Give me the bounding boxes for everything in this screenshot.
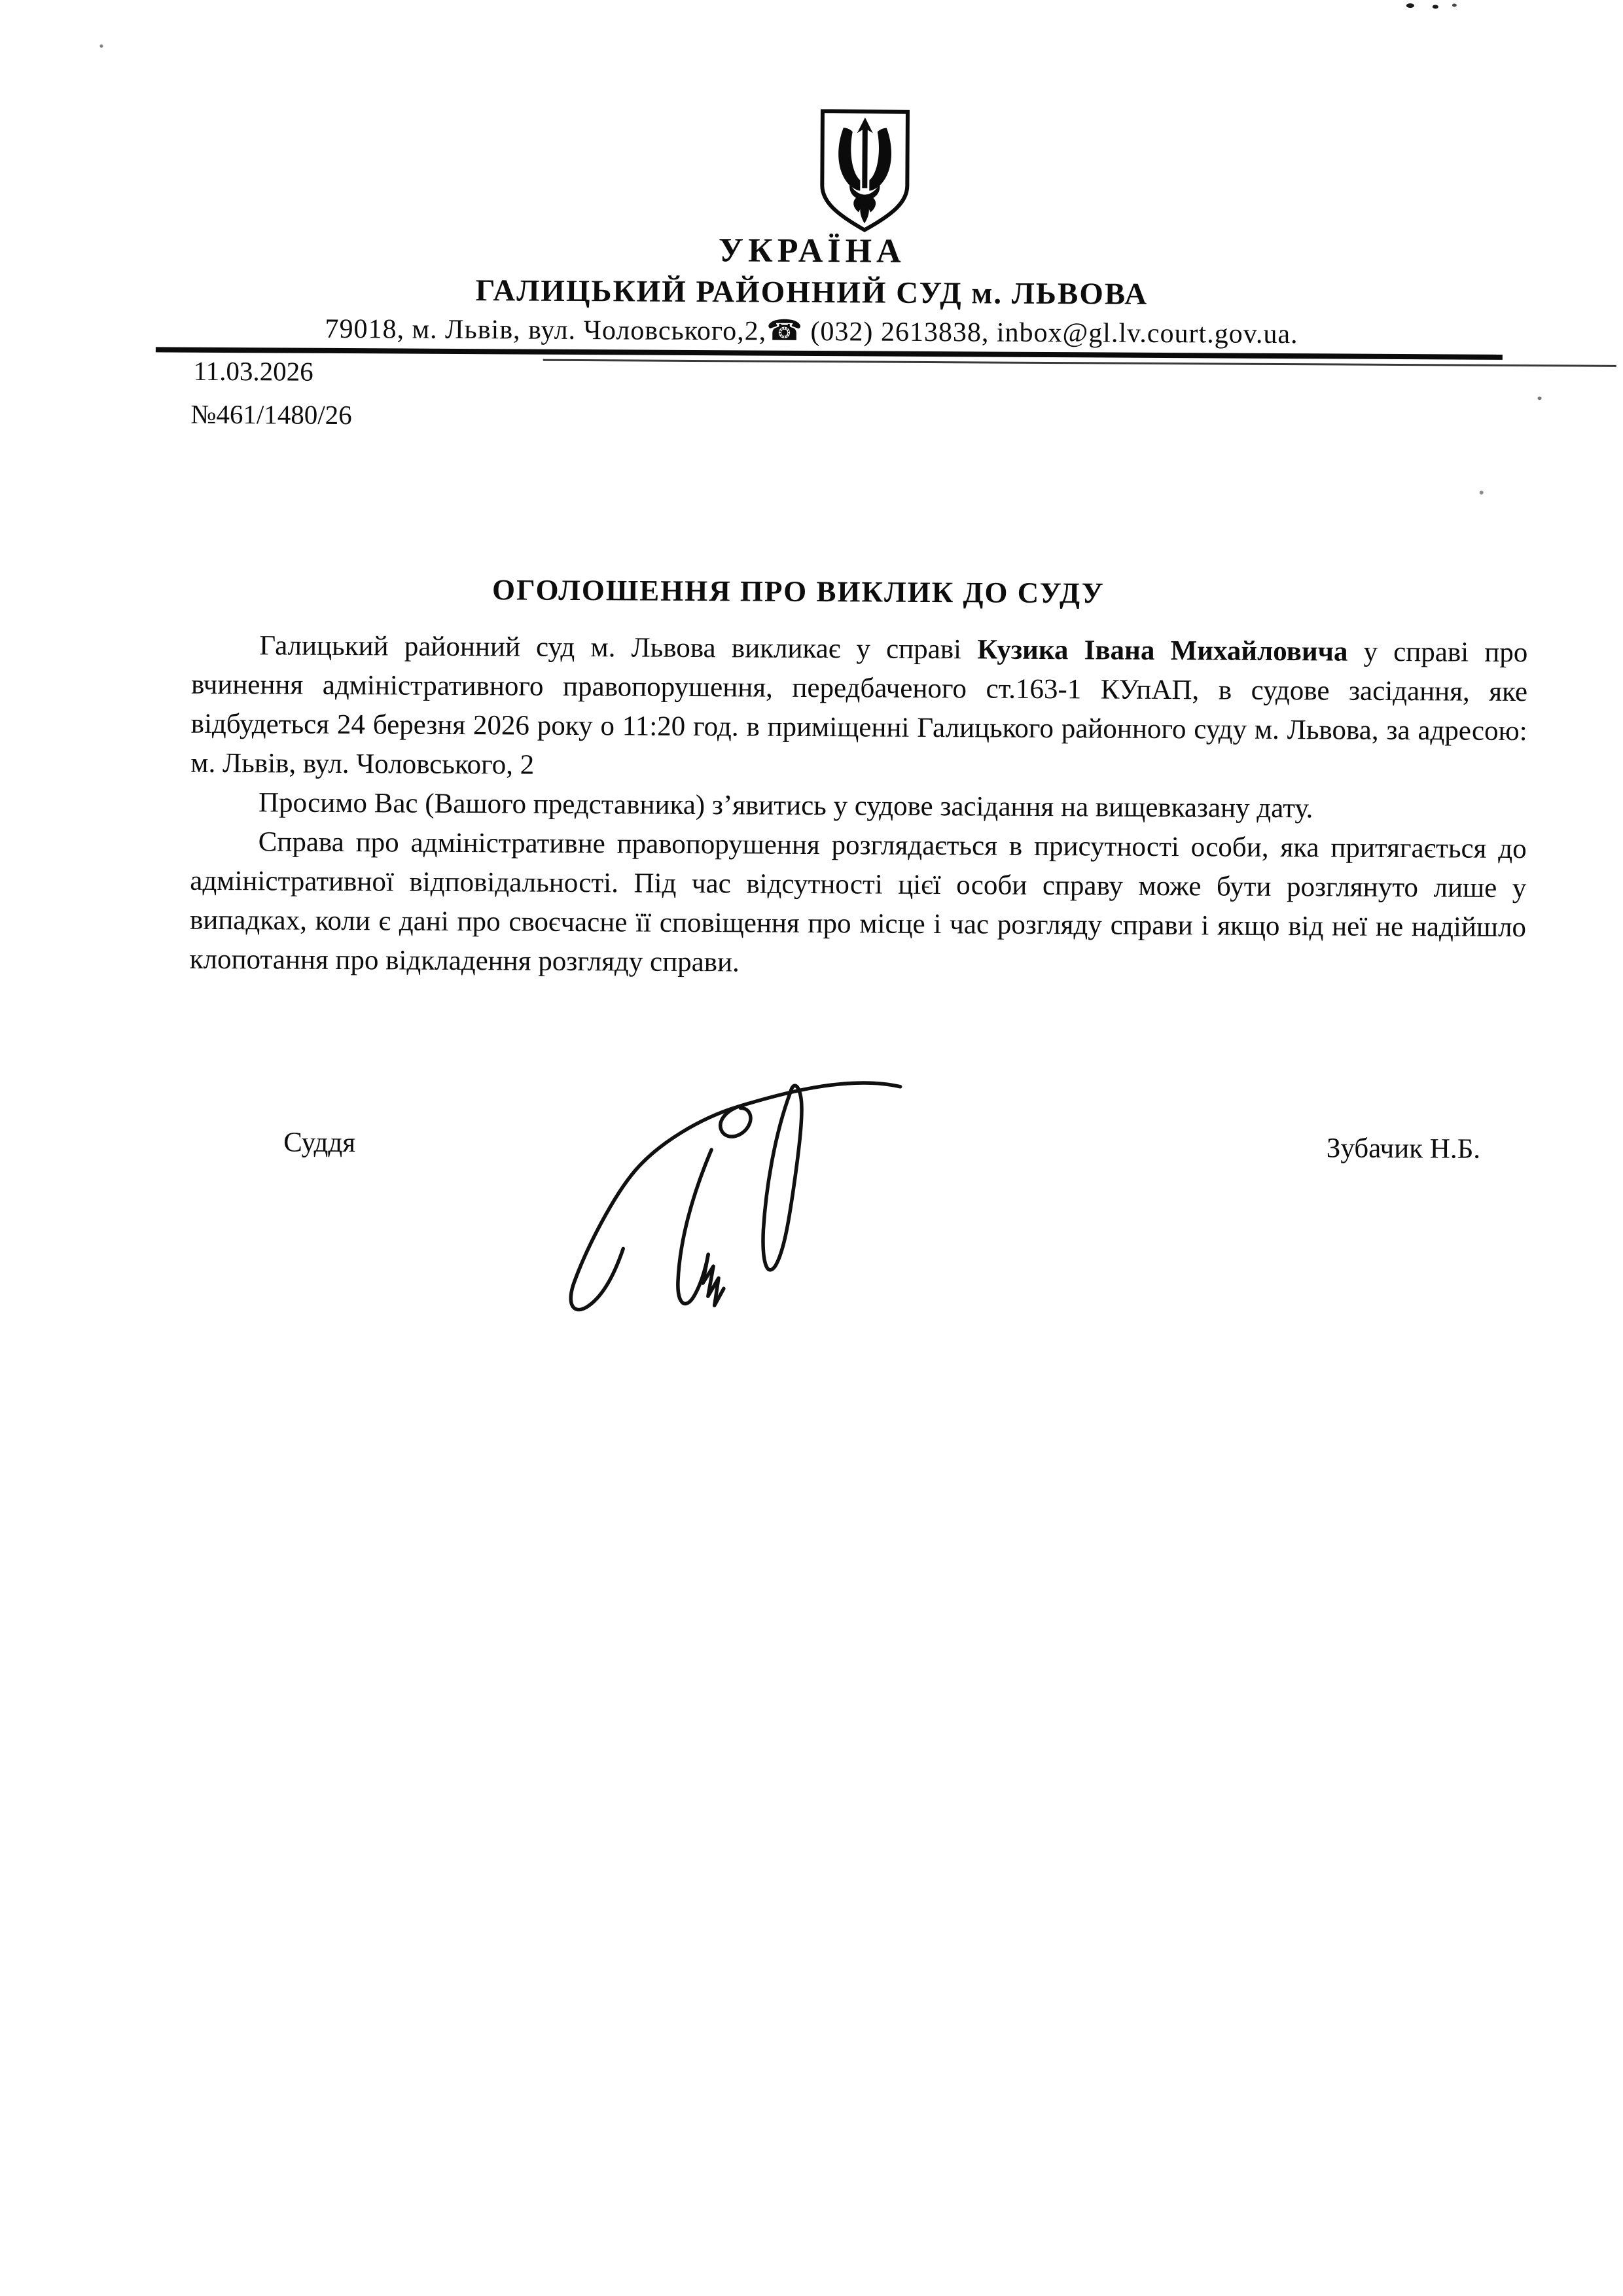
- letterhead-divider-echo: [543, 359, 1616, 367]
- paragraph-legal-note: Справа про адміністративне правопорушення розглядається в присутності особи, яка притягається до адміністративної відповідальності. Під час відсутності цієї особи справу може бути розглянуто лише у випадках, коли є дані про своєчасне її сповіщення про місце і час розгляду справи і якщо від неї не надійшло клопотання про відкладення розгляду справи.: [189, 826, 1527, 978]
- scan-artifact: [1452, 3, 1457, 7]
- document-body: [190, 626, 1528, 987]
- scan-artifact: [1480, 491, 1484, 495]
- paragraph-request: Просимо Вас (Вашого представника) з’явитись у судове засідання на вищевказану дату.: [258, 787, 1313, 824]
- judge-role-label: Суддя: [283, 1127, 356, 1159]
- phone-icon: ☎: [766, 314, 804, 347]
- country-name: УКРАЇНА: [718, 232, 906, 270]
- person-name: Кузика Івана Михайловича: [977, 634, 1348, 667]
- ukraine-coat-of-arms-icon: [817, 107, 913, 234]
- court-name: ГАЛИЦЬКИЙ РАЙОННИЙ СУД м. ЛЬВОВА: [475, 274, 1149, 311]
- scan-artifact: [1538, 397, 1542, 400]
- document-date: 11.03.2026: [193, 355, 313, 387]
- scan-artifact: [1433, 5, 1438, 9]
- judge-name: Зубачик Н.Б.: [1326, 1133, 1481, 1165]
- paragraph-summons: [190, 626, 1527, 790]
- trident-emblem-icon: [817, 107, 913, 234]
- summons-text-before: Галицький районний суд м. Львова викликає у справі: [259, 630, 978, 665]
- court-address: [0, 309, 1623, 352]
- case-number: №461/1480/26: [190, 398, 352, 431]
- handwritten-signature-icon: [559, 1070, 927, 1334]
- summons-text-after: у справі про вчинення адміністративного правопорушення, передбаченого ст.163-1 КУпАП, в судове засідання, яке відбудеться 24 березня 2026 року о 11:20 год. в приміщенні Галицького районного суду м. Львова, за адресою: м. Львів, вул. Чоловського, 2: [190, 636, 1528, 781]
- document-title: ОГОЛОШЕННЯ ПРО ВИКЛИК ДО СУДУ: [491, 573, 1105, 610]
- phone-and-email-text: (032) 2613838, inbox@gl.lv.court.gov.ua.: [802, 316, 1298, 350]
- scan-artifact: [99, 44, 103, 48]
- address-text: 79018, м. Львів, вул. Чоловського,2,: [325, 313, 767, 347]
- scan-artifact: [1406, 3, 1414, 8]
